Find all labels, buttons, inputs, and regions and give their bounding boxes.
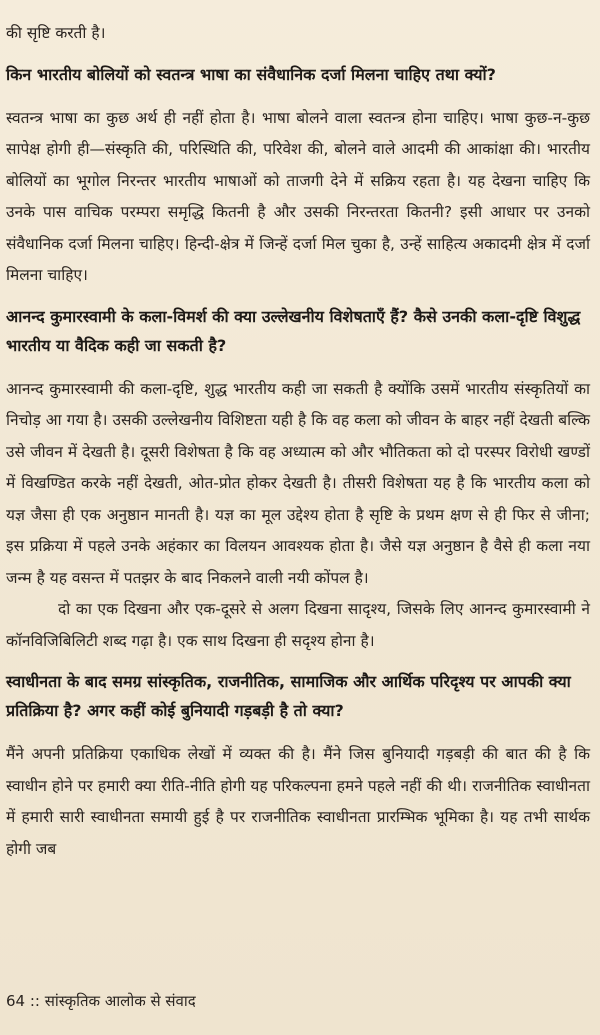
- question-heading-1: किन भारतीय बोलियों को स्वतन्त्र भाषा का संवैधानिक दर्जा मिलना चाहिए तथा क्यों?: [6, 64, 496, 84]
- page-content: [6, 18, 590, 865]
- answer-paragraph-5: दो का एक दिखना और एक-दूसरे से अलग दिखना सादृश्य, जिसके लिए आनन्द कुमारस्वामी ने कॉनविजिबिलिटी शब्द गढ़ा है। एक साथ दिखना ही सदृश्य होना है।: [6, 600, 590, 650]
- question-heading-6: स्वाधीनता के बाद समग्र सांस्कृतिक, राजनीतिक, सामाजिक और आर्थिक परिदृश्य पर आपकी क्या प्रतिक्रिया है? अगर कहीं कोई बुनियादी गड़बड़ी है तो क्या?: [6, 672, 571, 720]
- answer-paragraph-0: की सृष्टि करती है।: [6, 24, 106, 42]
- answer-paragraph-4: आनन्द कुमारस्वामी की कला-दृष्टि, शुद्ध भारतीय कही जा सकती है क्योंकि उसमें भारतीय संस्कृतियों का निचोड़ आ गया है। उसकी उल्लेखनीय विशिष्टता यही है कि वह कला को जीवन के बाहर नहीं देखती बल्कि उसे जीवन में देखती है। दूसरी विशेषता है कि वह अध्यात्म को और भौतिकता को दो परस्पर विरोधी खण्डों में विखण्डित करके नहीं देखती, ओत-प्रोत होकर देखती है। तीसरी विशेषता यह है कि भारतीय कला को यज्ञ जैसा ही एक अनुष्ठान मानती है। यज्ञ का मूल उद्देश्य होता है सृष्टि के प्रथम क्षण से ही फिर से जीना; इस प्रक्रिया में पहले उनके अहंकार का विलयन आवश्यक होता है। जैसे यज्ञ अनुष्ठान है वैसे ही कला नया जन्म है यह वसन्त में पतझर के बाद निकलने वाली नयी कोंपल है।: [6, 379, 590, 587]
- answer-paragraph-7: मैंने अपनी प्रतिक्रिया एकाधिक लेखों में व्यक्त की है। मैंने जिस बुनियादी गड़बड़ी की बात की है कि स्वाधीन होने पर हमारी क्या रीति-नीति होगी यह परिकल्पना हमने पहले नहीं की थी। राजनीतिक स्वाधीनता में हमारी सारी स्वाधीनता समायी हुई है पर राजनीतिक स्वाधीनता प्रारम्भिक भूमिका है। यह तभी सार्थक होगी जब: [6, 745, 590, 858]
- answer-paragraph-2: स्वतन्त्र भाषा का कुछ अर्थ ही नहीं होता है। भाषा बोलने वाला स्वतन्त्र होना चाहिए। भाषा कुछ-न-कुछ सापेक्ष होगी ही—संस्कृति की, परिस्थिति की, परिवेश की, बोलने वाले आदमी की आकांक्षा की। भारतीय बोलियों का भूगोल निरन्तर भारतीय भाषाओं को ताजगी देने में सक्रिय रहता है। यह देखना चाहिए कि उनके पास वाचिक परम्परा समृद्धि कितनी है और उसकी निरन्तरता कितनी? इसी आधार पर उनको संवैधानिक दर्जा मिलना चाहिए। हिन्दी-क्षेत्र में जिन्हें दर्जा मिल चुका है, उन्हें साहित्य अकादमी क्षेत्र में दर्जा मिलना चाहिए।: [6, 108, 590, 284]
- question-heading-3: आनन्द कुमारस्वामी के कला-विमर्श की क्या उल्लेखनीय विशेषताएँ हैं? कैसे उनकी कला-दृष्टि विशुद्ध भारतीय या वैदिक कही जा सकती है?: [6, 306, 581, 355]
- page-footer: 64 :: सांस्कृतिक आलोक से संवाद: [6, 992, 196, 1010]
